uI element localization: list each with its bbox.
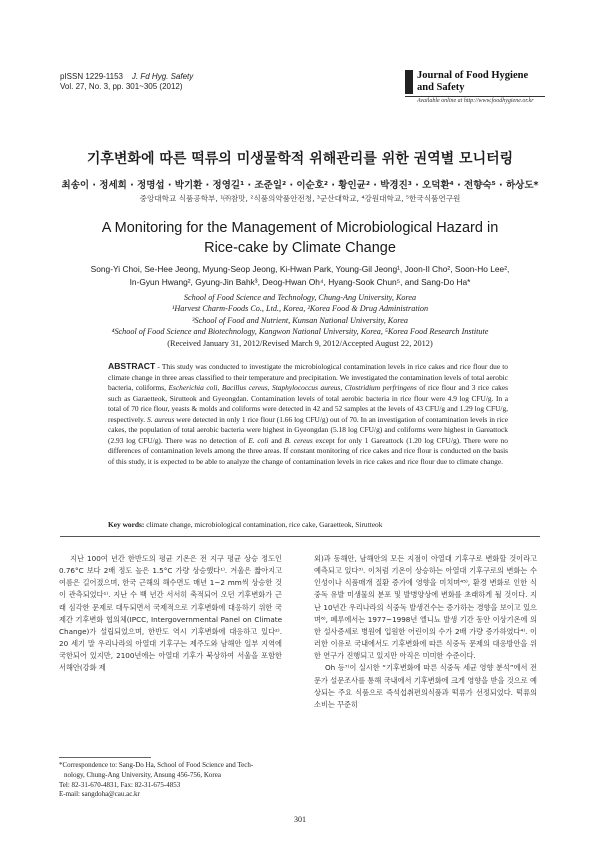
section-divider (60, 536, 540, 537)
keywords: Key words: climate change, microbiological contamination, rice cake, Garaetteok, Sirutteok (108, 520, 383, 529)
english-title: A Monitoring for the Management of Microbiological Hazard in Rice-cake by Climate Change (101, 220, 499, 256)
korean-title: 기후변화에 따른 떡류의 미생물학적 위해관리를 위한 권역별 모니터링 (86, 151, 514, 167)
affiliation-line: ⁴School of Food Science and Biotechnology, Kangwon National University, Korea, ⁵Korea Food Research Institute (111, 327, 489, 337)
journal-citation (60, 72, 193, 92)
affiliation-line: ³School of Food and Nutrient, Kunsan National University, Korea (192, 315, 408, 325)
english-authors: Song-Yi Choi, Se-Hee Jeong, Myung-Seop Jeong, Ki-Hwan Park, Young-Gil Jeong¹, Joon-Il Cho², Soon-Ho Lee², In-Gyun Hwang², Gyung-Jin Bahk³, Deog-Hwan Oh⁴, Hyang-Sook Chun⁵, and Sang-Do Ha* (90, 264, 510, 287)
body-paragraph: Oh 등⁷⁾이 실시한 “기후변화에 따른 식중독 세균 영향 분석”에서 전문가 설문조사를 통해 국내에서 기후변화에 크게 영향을 받을 것으로 예상되는 주요 식품으로 즉석섭취편의식품과 떡류가 선정되었다. 떡류의 소비는 꾸준히 (314, 663, 537, 709)
journal-url[interactable]: Available online at http://www.foodhygiene.or.kr (417, 98, 534, 104)
body-paragraph: 외)과 동해안, 남해안의 모든 지점이 아열대 기후구로 변화할 것이라고 예측되고 있다³⁾. 이처럼 기온이 상승하는 아열대 기후구로의 변화는 수인성이나 식품매개 질환 증가에 영향을 미치며⁴⁵⁾, 환경 변화로 인한 식중독 유발 미생물의 분포 및 발병양상에 변화를 초래하게 될 것이다. 지난 10년간 우리나라의 식중독 발생건수는 증가하는 경향을 보이고 있으며⁶⁾, 폐루에서는 1977~1998년 엘니뇨 발생 기간 동안 이상기온에 의한 설사증세로 병원에 입원한 어린이의 수가 2배 가량 증가하였다⁴⁾. 이러한 이유로 국내에서도 기후변화에 따른 식중독 문제의 대응방안을 위한 연구가 진행되고 있지만 아직은 미미한 수준이다. (314, 554, 537, 661)
correspondence-email[interactable]: E-mail: sangdoha@cau.ac.kr (59, 790, 140, 799)
english-affiliations (30, 292, 570, 338)
journal-logo-mark (405, 70, 413, 94)
korean-affiliations: 중앙대학교 식품공학부, ¹㈜참맛, ²식품의약품안전청, ³군산대학교, ⁴강원대학교, ⁵한국식품연구원 (139, 194, 461, 203)
header-divider (405, 96, 545, 97)
keywords-label: Key words: (108, 520, 145, 529)
page-number: 301 (294, 815, 306, 824)
body-column-right (314, 553, 537, 711)
received-dates: (Received January 31, 2012/Revised March 9, 2012/Accepted August 22, 2012) (167, 339, 433, 348)
issn: pISSN 1229-1153 (60, 72, 124, 81)
correspondence-footnote: *Correspondence to: Sang-Do Ha, School of Food Science and Tech- nology, Chung-Ang University, Ansung 456-756, Korea Tel: 82-31-670-4831, Fax: 82-31-675-4853 E-mail: sangdoha@cau.ac.kr (59, 761, 289, 800)
body-column-left (59, 553, 282, 675)
volume-info: Vol. 27, No. 3, pp. 301~305 (2012) (60, 82, 183, 91)
journal-title: Journal of Food Hygiene and Safety (417, 70, 529, 93)
abstract: ABSTRACT - This study was conducted to investigate the microbiological contamination levels in rice cakes and rice flour due to climate change in three areas classified to their temperature and precipitation. We investigated the contamination levels of total aerobic bacteria, coliforms, Escherichia coli, Bacillus cereus, Staphylococcus aureus, Clostridium perfringens of rice flour and 3 rice cakes such as Garaetteok, Sirutteok and Gyeongdan. Contamination levels of total aerobic bacteria in rice flour were 4.9 log CFU/g. In a total of 70 rice flour, yeasts & molds and coliforms were detected in 42 and 52 samples at the levels of 43 CFU/g and 1.29 log CFU/g, respectively. S. aureus were detected in only 1 rice flour (1.66 log CFU/g) out of 70. In an investigation of contamination levels in rice cakes, the population of total aerobic bacteria were highest in Gyeongdan (5.18 log CFU/g) and coliforms were highest in Gareattock (2.93 log CFU/g). There was no detection of E. coli and B. cereus except for only 1 Gareattock (1.20 log CFU/g). There were no differences of contamination levels among the three areas. If constant monitoring of rice cakes and rice flour is conducted on the basis of this study, it is expected to be able to analyze the change of contamination levels in rice cakes and rice flour due to climate change. (108, 361, 508, 466)
body-paragraph: 지난 100여 년간 한반도의 평균 기온은 전 지구 평균 상승 정도인 0.76°C 보다 2배 정도 높은 1.5°C 가량 상승했다¹⁾. 겨울은 짧아지고 여름은 길어졌으며, 한국 근해의 해수면도 매년 1~2 mm씩 상승한 것이 관측되었다¹⁾. 지난 수 백 년간 서서히 축적되어 오던 기후변화가 근래 심각한 문제로 대두되면서 국제적으로 기후변화에 대응하기 위한 국제간 기후변화 협의체(IPCC, Intergovernmental Panel on Climate Change)가 설립되었으며, 한반도 역시 기후변화에 대응하고 있다²⁾. 20 세기 말 우리나라의 아열대 기후구는 제주도와 남해안 일부 지역에 국한되어 있지만, 2100년에는 아열대 기후가 북상하여 서울을 포함한 서해안(강화 제 (59, 554, 282, 673)
footnote-divider (59, 757, 151, 758)
affiliation-line: ¹Harvest Charm-Foods Co., Ltd., Korea, ²Korea Food & Drug Administration (171, 304, 429, 314)
journal-abbrev: J. Fd Hyg. Safety (131, 72, 194, 81)
korean-authors: 최송이 · 정세희 · 정명섭 · 박기환 · 정영길¹ · 조준일² · 이순호² · 황인균² · 박경진³ · 오덕환⁴ · 전향숙⁵ · 하상도* (61, 180, 539, 191)
abstract-label: ABSTRACT (108, 361, 156, 371)
affiliation-line: School of Food Science and Technology, Chung-Ang University, Korea (183, 293, 417, 302)
